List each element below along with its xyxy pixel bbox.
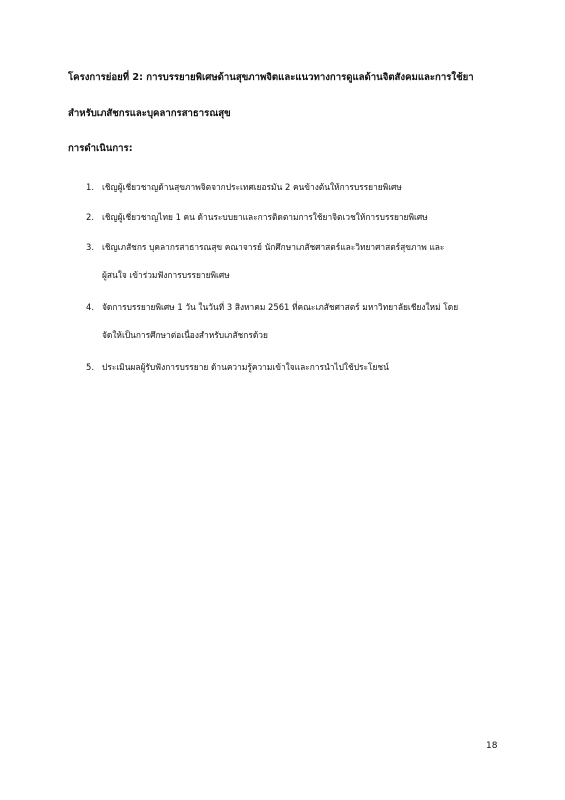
list-item-text-continued: ผู้สนใจ เข้าร่วมฟังการบรรยายพิเศษ — [102, 270, 230, 280]
list-item-text: จัดการบรรยายพิเศษ 1 วัน ในวันที่ 3 สิงหาคม 2561 ที่คณะเภสัชศาสตร์ มหาวิทยาลัยเชียงใหม่ โดย — [102, 302, 459, 312]
list-item-text: ประเมินผลผู้รับฟังการบรรยาย ด้านความรู้ความเข้าใจและการนำไปใช้ประโยชน์ — [102, 362, 389, 372]
project-title-line-1: โครงการย่อยที่ 2: การบรรยายพิเศษด้านสุขภาพจิตและแนวทางการดูแลด้านจิตสังคมและการใช้ยา — [68, 72, 474, 83]
project-title-line-2: สำหรับเภสัชกรและบุคลากรสาธารณสุข — [68, 108, 231, 119]
list-item-text: เชิญผู้เชี่ยวชาญไทย 1 คน ด้านระบบยาและการติดตามการใช้ยาจิตเวชให้การบรรยายพิเศษ — [102, 212, 428, 222]
page-number: 18 — [486, 741, 498, 751]
section-heading: การดำเนินการ: — [68, 143, 133, 154]
list-item-number: 4. — [86, 302, 94, 312]
list-item-number: 2. — [86, 212, 94, 222]
list-item-number: 5. — [86, 362, 94, 372]
list-item-number: 3. — [86, 242, 94, 252]
list-item-number: 1. — [86, 182, 94, 192]
list-item-text-continued: จัดให้เป็นการศึกษาต่อเนื่องสำหรับเภสัชกรด้วย — [102, 330, 268, 340]
list-item-text: เชิญผู้เชี่ยวชาญด้านสุขภาพจิตจากประเทศเยอรมัน 2 คนข้างต้นให้การบรรยายพิเศษ — [102, 182, 402, 192]
list-item-text: เชิญเภสัชกร บุคลากรสาธารณสุข คณาจารย์ นักศึกษาเภสัชศาสตร์และวิทยาศาสตร์สุขภาพ และ — [102, 242, 445, 252]
